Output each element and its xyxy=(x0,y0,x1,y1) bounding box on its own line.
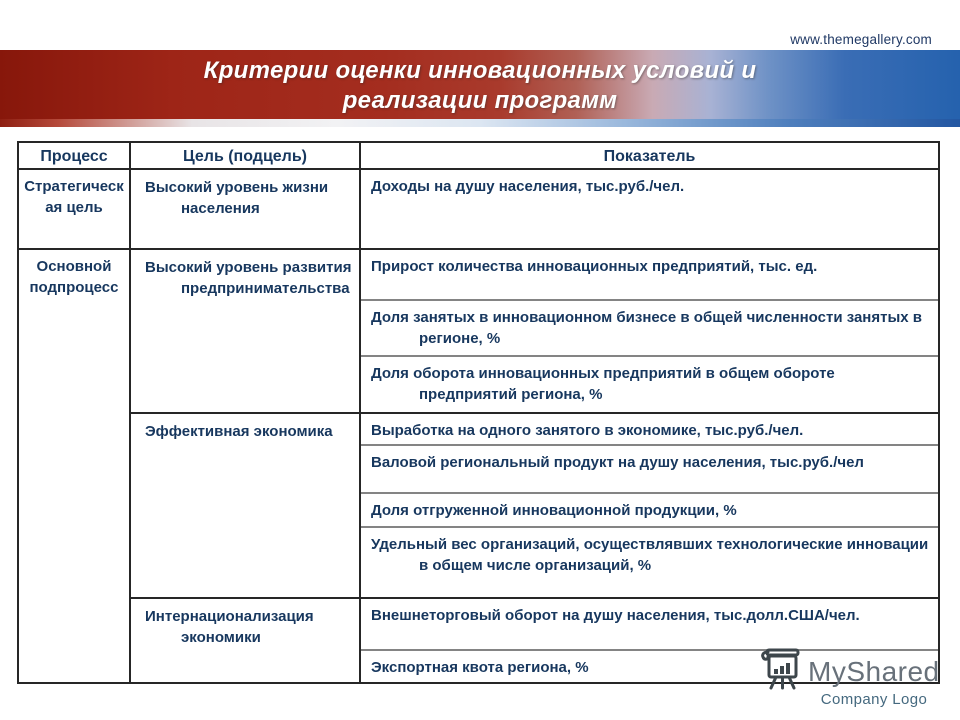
myshared-brand-label: MyShared xyxy=(808,655,940,687)
indicator-income-per-capita: Доходы на душу населения, тыс.руб./чел. xyxy=(361,170,938,250)
indicator-innovation-employment-share: Доля занятых в инновационном бизнесе в общей численности занятых в регионе, % xyxy=(361,301,938,357)
column-header-indicator: Показатель xyxy=(361,143,938,170)
column-header-goal: Цель (подцель) xyxy=(131,143,361,170)
indicator-tech-innovation-orgs-share: Удельный вес организаций, осуществлявших технологические инновации в общем числе организаций, % xyxy=(361,528,938,599)
title-band-reflection xyxy=(0,119,960,127)
indicator-export-quota: Экспортная квота региона, % xyxy=(371,659,589,676)
website-link[interactable]: www.themegallery.com xyxy=(790,32,932,47)
process-strategic-goal: Стратегическая цель xyxy=(19,170,131,250)
goal-effective-economy: Эффективная экономика xyxy=(131,414,361,599)
flipchart-icon xyxy=(758,645,804,696)
slide-title-line1: Критерии оценки инновационных условий и xyxy=(203,57,757,84)
indicator-innovation-turnover-share: Доля оборота инновационных предприятий в общем обороте предприятий региона, % xyxy=(361,357,938,414)
goal-internationalization: Интернационализация экономики xyxy=(131,599,361,682)
indicator-foreign-trade-turnover: Внешнеторговый оборот на душу населения, тыс.долл.США/чел. xyxy=(361,599,938,651)
slide-title xyxy=(0,56,960,116)
slide-title-line2: реализации программ xyxy=(342,87,618,114)
goal-entrepreneurship: Высокий уровень развития предпринимательства xyxy=(131,250,361,414)
goal-living-standard: Высокий уровень жизни населения xyxy=(131,170,361,250)
myshared-watermark[interactable] xyxy=(758,645,940,696)
criteria-table xyxy=(17,141,940,684)
indicator-grp-per-capita: Валовой региональный продукт на душу населения, тыс.руб./чел xyxy=(361,446,938,494)
indicator-shipped-innovative-products: Доля отгруженной инновационной продукции, % xyxy=(361,494,938,528)
company-logo-label: Company Logo xyxy=(820,691,928,708)
process-main-subprocess: Основной подпроцесс xyxy=(19,250,131,682)
indicator-innovative-enterprises-growth: Прирост количества инновационных предприятий, тыс. ед. xyxy=(361,250,938,301)
indicator-output-per-worker: Выработка на одного занятого в экономике, тыс.руб./чел. xyxy=(361,414,938,446)
column-header-process: Процесс xyxy=(19,143,131,170)
